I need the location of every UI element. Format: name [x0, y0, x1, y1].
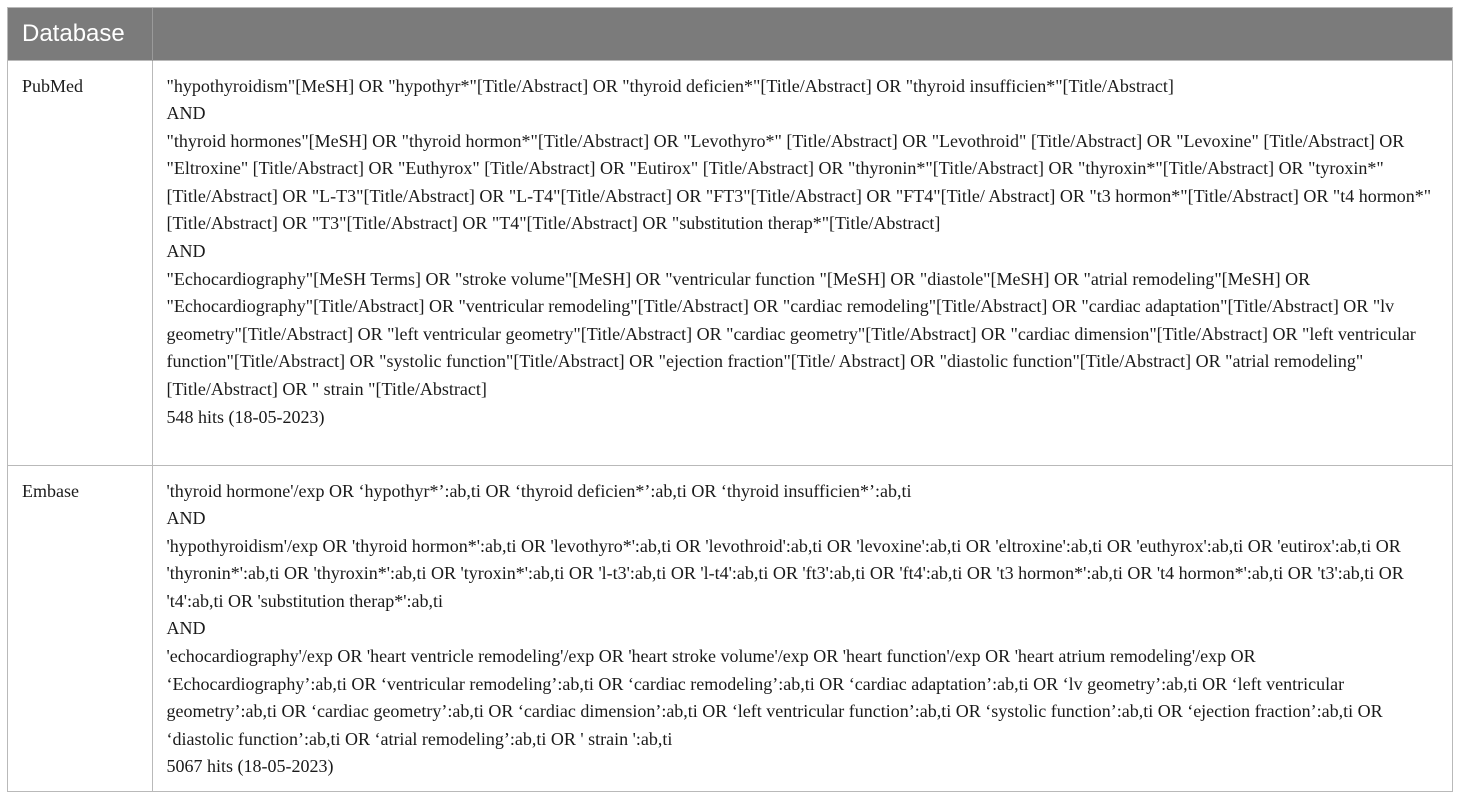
- search-query-cell: [152, 465, 1452, 791]
- search-strategy-table-container: [7, 7, 1453, 792]
- query-line: 'hypothyroidism'/exp OR 'thyroid hormon*':ab,ti OR 'levothyro*':ab,ti OR 'levothroid':ab,ti OR 'levoxine':ab,ti OR 'eltroxine':ab,ti OR 'euthyrox':ab,ti OR 'eutirox':ab,ti OR 'thyronin*':ab,ti OR 'thyroxin*':ab,ti OR 'tyroxin*':ab,ti OR 'l-t3':ab,ti OR 'l-t4':ab,ti OR 'ft3':ab,ti OR 'ft4':ab,ti OR 't3 hormon*':ab,ti OR 't4 hormon*':ab,ti OR 't3':ab,ti OR 't4':ab,ti OR 'substitution therap*':ab,ti: [166, 535, 1409, 611]
- database-cell: PubMed: [8, 60, 152, 465]
- search-strategy-table: [8, 8, 1452, 791]
- query-line: "thyroid hormones"[MeSH] OR "thyroid hormon*"[Title/Abstract] OR "Levothyro*" [Title/Abstract] OR "Levothroid" [Title/Abstract] OR "Levoxine" [Title/Abstract] OR "Eltroxine" [Title/Abstract] OR "Euthyrox" [Title/Abstract] OR "Eutirox" [Title/Abstract] OR "thyronin*"[Title/Abstract] OR "thyroxin*"[Title/Abstract] OR "tyroxin*"[Title/Abstract] OR "L-T3"[Title/Abstract] OR "L-T4"[Title/Abstract] OR "FT3"[Title/Abstract] OR "FT4"[Title/ Abstract] OR "t3 hormon*"[Title/Abstract] OR "t4 hormon*"[Title/Abstract] OR "T3"[Title/Abstract] OR "T4"[Title/Abstract] OR "substitution therap*"[Title/Abstract]: [166, 130, 1432, 234]
- header-search-terms: [152, 8, 1452, 60]
- operator-and: AND: [166, 618, 206, 639]
- table-row-pubmed: [8, 60, 1452, 465]
- hits-count: 5067 hits (18-05-2023): [166, 756, 334, 777]
- search-query-cell: [152, 60, 1452, 465]
- query-line: 'echocardiography'/exp OR 'heart ventricle remodeling'/exp OR 'heart stroke volume'/exp OR 'heart function'/exp OR 'heart atrium remodeling'/exp OR ‘Echocardiography’:ab,ti OR ‘ventricular remodeling’:ab,ti OR ‘cardiac remodeling’:ab,ti OR ‘cardiac adaptation’:ab,ti OR ‘lv geometry’:ab,ti OR ‘left ventricular geometry’:ab,ti OR ‘cardiac geometry’:ab,ti OR ‘cardiac dimension’:ab,ti OR ‘left ventricular function’:ab,ti OR ‘systolic function’:ab,ti OR ‘ejection fraction’:ab,ti OR ‘diastolic function’:ab,ti OR ‘atrial remodeling’:ab,ti OR ' strain ':ab,ti: [166, 646, 1388, 749]
- operator-and: AND: [166, 241, 206, 262]
- query-line: 'thyroid hormone'/exp OR ‘hypothyr*’:ab,ti OR ‘thyroid deficien*’:ab,ti OR ‘thyroid insufficien*’:ab,ti: [166, 480, 912, 501]
- header-database: Database: [8, 8, 152, 60]
- table-row-embase: [8, 465, 1452, 791]
- hits-count: 548 hits (18-05-2023): [166, 406, 325, 427]
- database-cell: Embase: [8, 465, 152, 791]
- operator-and: AND: [166, 508, 206, 529]
- operator-and: AND: [166, 103, 206, 124]
- query-line: "Echocardiography"[MeSH Terms] OR "stroke volume"[MeSH] OR "ventricular function "[MeSH] OR "diastole"[MeSH] OR "atrial remodeling"[MeSH] OR "Echocardiography"[Title/Abstract] OR "ventricular remodeling"[Title/Abstract] OR "cardiac remodeling"[Title/Abstract] OR "cardiac adaptation"[Title/Abstract] OR "lv geometry"[Title/Abstract] OR "left ventricular geometry"[Title/Abstract] OR "cardiac geometry"[Title/Abstract] OR "cardiac dimension"[Title/Abstract] OR "left ventricular function"[Title/Abstract] OR "systolic function"[Title/Abstract] OR "ejection fraction"[Title/ Abstract] OR "diastolic function"[Title/Abstract] OR "atrial remodeling"[Title/Abstract] OR " strain "[Title/Abstract]: [166, 268, 1421, 400]
- query-line: "hypothyroidism"[MeSH] OR "hypothyr*"[Title/Abstract] OR "thyroid deficien*"[Title/Abstract] OR "thyroid insufficien*"[Title/Abstract]: [166, 75, 1174, 96]
- table-header-row: [8, 8, 1452, 60]
